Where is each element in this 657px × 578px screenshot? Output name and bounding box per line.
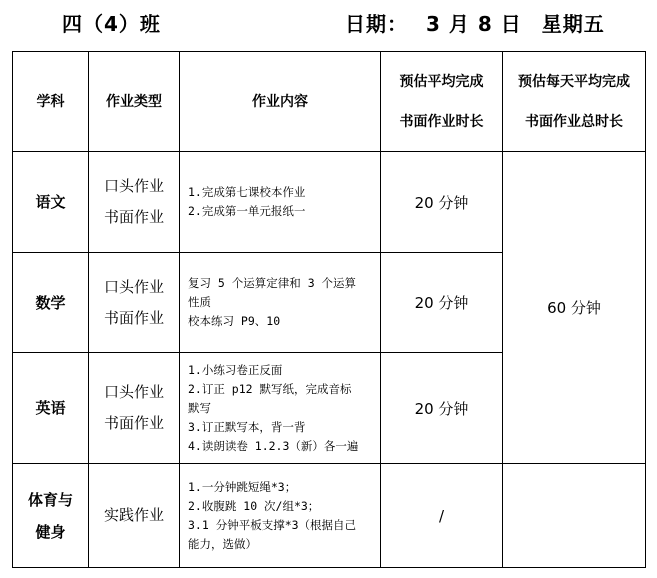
daily-total-cell: 60 分钟 (503, 152, 646, 464)
header-avg-time-line2: 书面作业时长 (399, 113, 484, 130)
content-line: 1.小练习卷正反面 (188, 362, 283, 377)
date-line (345, 8, 609, 37)
content-line: 3.订正默写本，背一背 (188, 419, 306, 434)
content-line: 2.订正 p12 默写纸，完成音标 (188, 381, 352, 396)
header-type: 作业类型 (89, 52, 180, 152)
content-line: 性质 (188, 295, 211, 309)
content-line: 复习 5 个运算定律和 3 个运算 (188, 276, 357, 290)
header-row (13, 52, 646, 152)
content-cell (180, 253, 381, 353)
table-row (13, 152, 646, 253)
content-line: 3.1 分钟平板支撑*3（根据自己 (188, 517, 357, 532)
header-daily-total-line1: 预估每天平均完成 (518, 73, 630, 90)
subject-label: 数学 (35, 293, 66, 312)
content-line: 2.完成第一单元报纸一 (188, 204, 306, 218)
type-label: 实践作业 (103, 506, 164, 524)
subject-label: 英语 (35, 399, 66, 417)
content-line: 校本练习 P9、10 (188, 314, 281, 328)
content-cell (180, 353, 381, 464)
duration-cell: / (381, 464, 503, 568)
duration-cell: 20 分钟 (381, 353, 503, 464)
header-avg-time-line1: 预估平均完成 (399, 73, 484, 90)
type-label: 书面作业 (103, 414, 164, 432)
duration-cell: 20 分钟 (381, 253, 503, 353)
content-line: 能力，选做） (188, 536, 257, 551)
content-line: 1.完成第七课校本作业 (188, 185, 306, 199)
subject-cell (13, 253, 89, 353)
date-label: 日期： (345, 12, 408, 36)
content-cell (180, 464, 381, 568)
subject-cell (13, 464, 89, 568)
weekday: 星期五 (541, 12, 605, 36)
content-line: 默写 (188, 400, 211, 415)
subject-label: 健身 (35, 522, 66, 541)
subject-label: 语文 (35, 193, 66, 211)
content-cell (180, 152, 381, 253)
type-label: 口头作业 (103, 177, 164, 195)
content-line: 1.一分钟跳短绳*3； (188, 479, 297, 494)
table-row (13, 464, 646, 568)
class-title: 四（4）班 (62, 12, 161, 36)
subject-cell (13, 353, 89, 464)
header-daily-total (503, 52, 646, 152)
type-cell (89, 253, 180, 353)
empty-total-cell (503, 464, 646, 568)
type-cell (89, 353, 180, 464)
subject-cell (13, 152, 89, 253)
type-cell (89, 464, 180, 568)
type-label: 口头作业 (103, 277, 164, 296)
header-daily-total-line2: 书面作业总时长 (525, 113, 623, 130)
homework-table (12, 51, 646, 568)
header-avg-time (381, 52, 503, 152)
type-label: 口头作业 (103, 383, 164, 401)
date-value: 3 月 8 日 (426, 12, 522, 36)
type-label: 书面作业 (103, 208, 164, 226)
header-content: 作业内容 (180, 52, 381, 152)
duration-cell: 20 分钟 (381, 152, 503, 253)
content-line: 4.读朗读卷 1.2.3（新）各一遍 (188, 438, 359, 453)
header-subject: 学科 (13, 52, 89, 152)
type-label: 书面作业 (103, 308, 164, 327)
content-line: 2.收腹跳 10 次/组*3； (188, 498, 320, 513)
type-cell (89, 152, 180, 253)
subject-label: 体育与 (27, 490, 73, 509)
